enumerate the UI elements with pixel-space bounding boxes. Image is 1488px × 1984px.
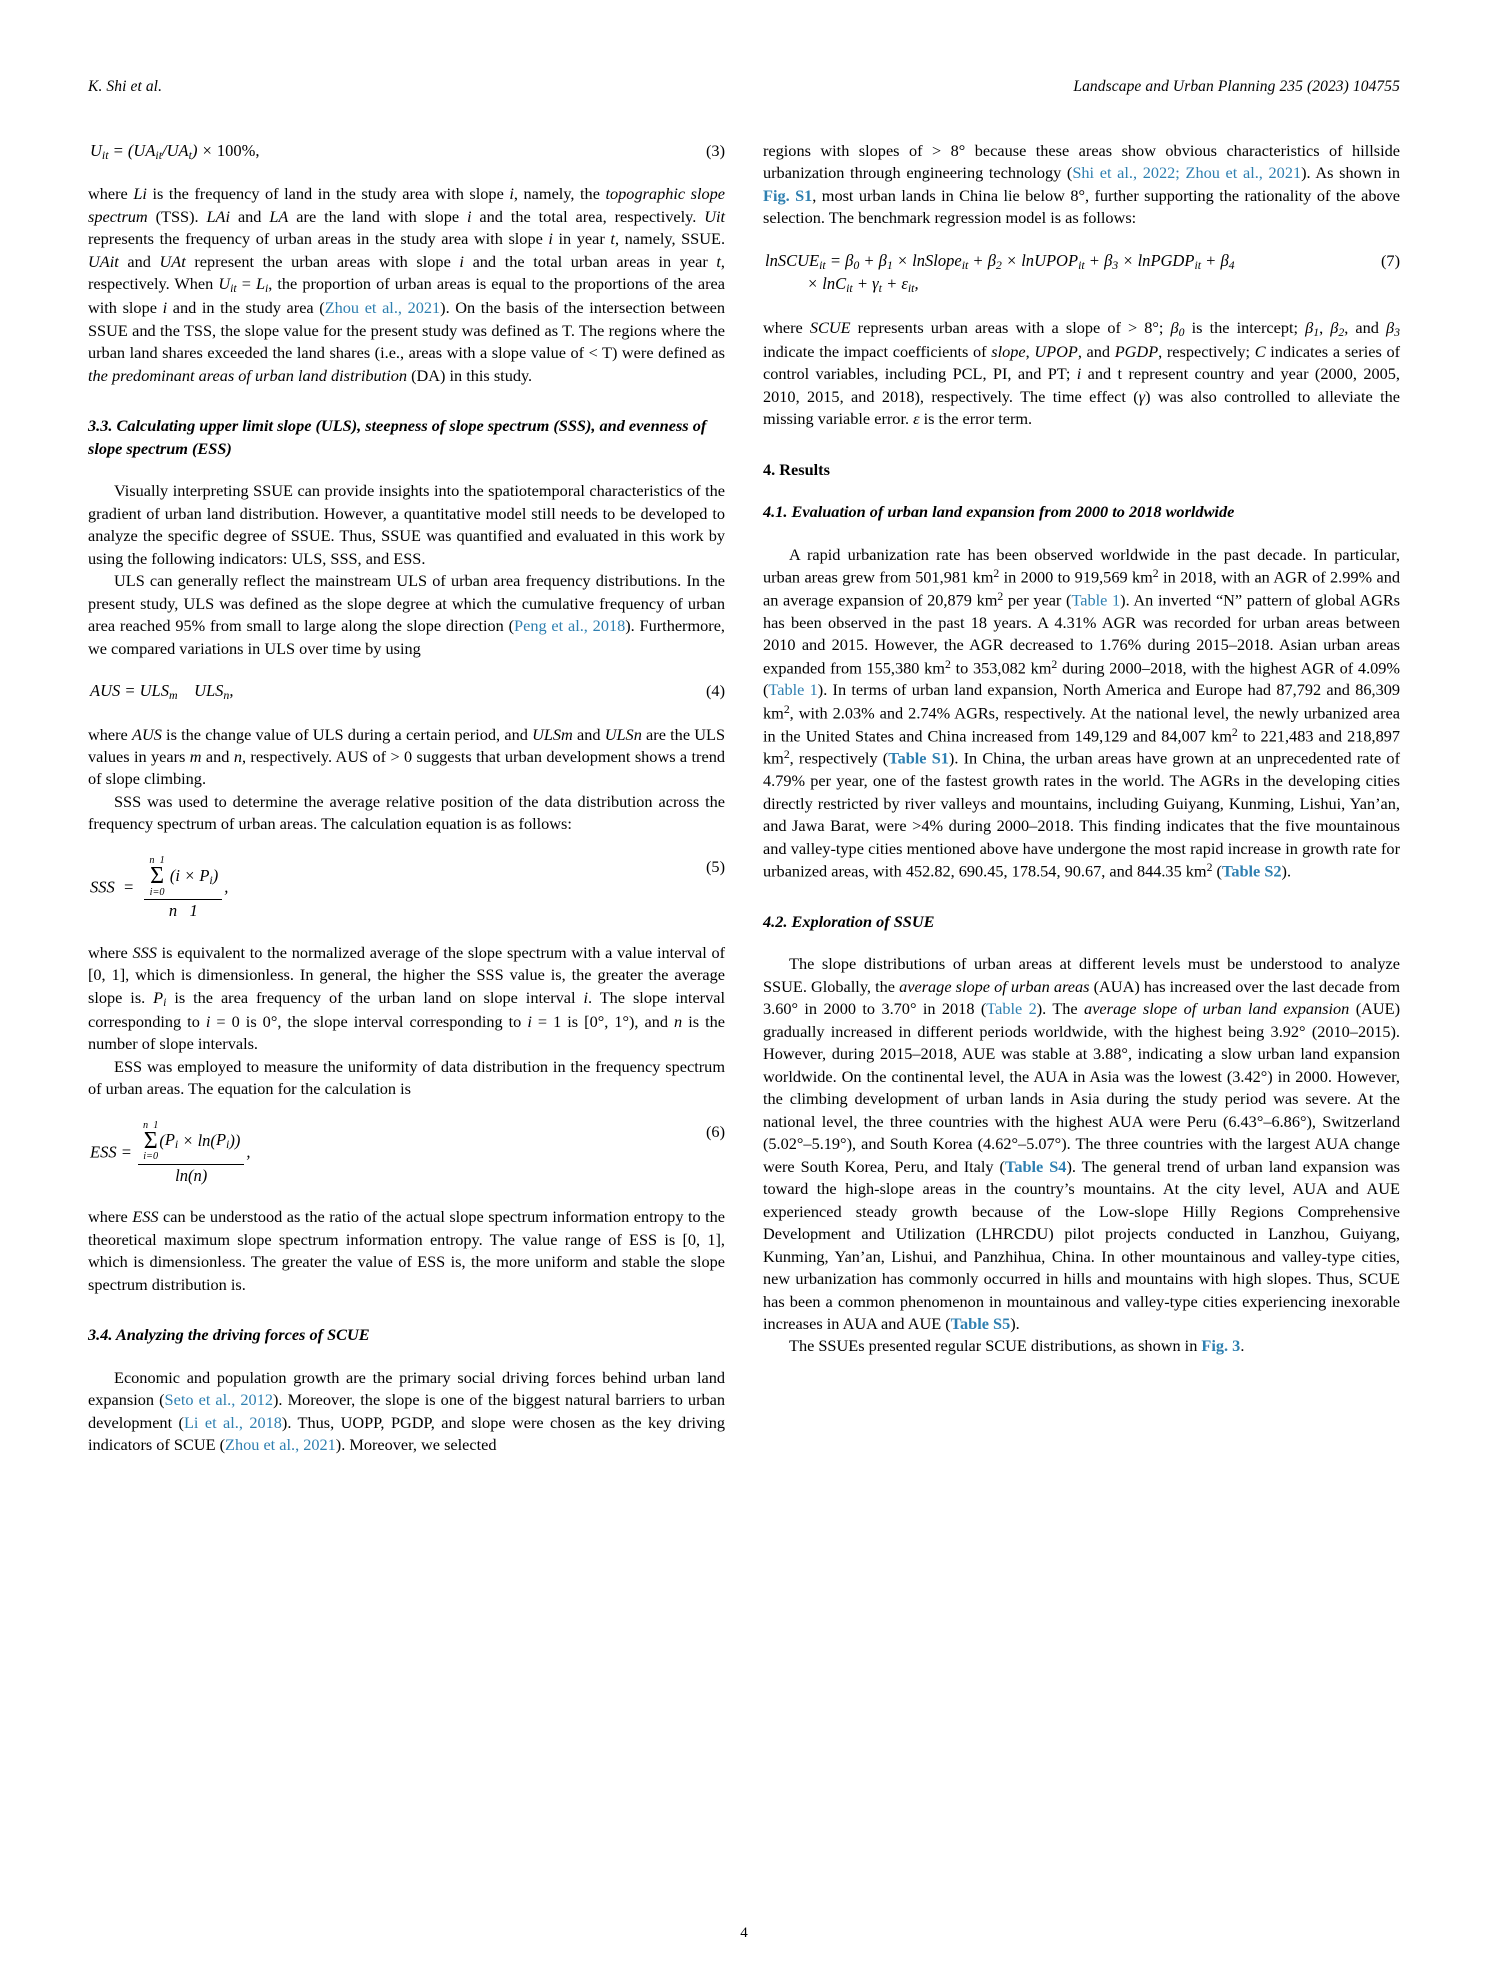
equation-6-number: (6) [706, 1121, 725, 1141]
heading-4-results: 4. Results [763, 459, 830, 479]
paragraph-left-7: ESS was employed to measure the uniformity of data distribution in the frequency spectrum of urban areas. The equation for the calculation is [88, 1056, 725, 1099]
equation-7 [763, 250, 1400, 297]
paragraph-left-5: SSS was used to determine the average relative position of the data distribution across the frequency spectrum of urban areas. The calculation equation is as follows: [88, 791, 725, 834]
heading-4-1: 4.1. Evaluation of urban land expansion from 2000 to 2018 worldwide [763, 502, 1235, 522]
equation-5-number: (5) [706, 856, 725, 876]
running-head-journal: Landscape and Urban Planning 235 (2023) 104755 [1073, 78, 1400, 95]
paragraph-right-3: A rapid urbanization rate has been observed worldwide in the past decade. In particular, urban areas grew from 501,981 $km^2$ in 2000 to 919,569 $km^2$ in 2018, with an AGR of 2.99% and an average expansion of 20,879 $km^2$ per year (Table 1). An inverted “N” pattern of global AGRs has been observed in the past 18 years. A 4.31% AGR was recorded for urban areas between 2010 and 2015. However, the AGR decreased to 1.76% during 2015–2018. Asian urban areas expanded from 155,380 $km^2$ to 353,082 $km^2$ during 2000–2018, with the highest AGR of 4.09% (Table 1). In terms of urban land expansion, North America and Europe had 87,792 and 86,309 $km^2$, with 2.03% and 2.74% AGRs, respectively. At the national level, the newly urbanized area in the United States and China increased from 149,129 and 84,007 $km^2$ to 221,483 and 218,897 $km^2$, respectively (Table S1). In China, the urban areas have grown at an unprecedented rate of 4.79% per year, one of the fastest growth rates in the world. The AGRs in the developing cities directly restricted by river valleys and mountains, including Guiyang, Kunming, Lishui, Yan’an, and Jawa Barat, were >4% during 2000–2018. This finding indicates that the five mountainous and valley-type cities mentioned above have undergone the most rapid increase in growth rate for urbanized areas, with 452.82, 690.45, 178.54, 90.67, and 844.35 $km^2$ (Table S2). [763, 544, 1401, 881]
equation-5-body: SSS = n 1 Σ i=0 $(i \times P_i)$ n 1 , [90, 854, 229, 920]
right-column [763, 140, 1400, 1358]
heading-3-3: 3.3. Calculating upper limit slope (ULS), steepness of slope spectrum (SSS), and evenness of slope spectrum (ESS) [88, 416, 707, 458]
paragraph-left-1: where Li is the frequency of land in the study area with slope i, namely, the topographic slope spectrum (TSS). LAi and LA are the land with slope i and the total area, respectively. Uit represents the frequency of urban areas in the study area with slope i in year t, namely, SSUE. UAit and UAt represent the urban areas with slope i and the total urban areas in year t, respectively. When $U_{it} = L_i$, the proportion of urban areas is equal to the proportions of the area with slope i and in the study area (Zhou et al., 2021). On the basis of the intersection between SSUE and the TSS, the slope value for the present study was defined as T. The regions where the urban land shares exceeded the land shares (i.e., areas with a slope value of < T) were defined as the predominant areas of urban land distribution (DA) in this study. [88, 184, 726, 385]
heading-4-2: 4.2. Exploration of SSUE [763, 911, 935, 931]
equation-5 [88, 856, 725, 922]
equation-4-body: AUS = $ULS_m$ $ULS_n$, [90, 681, 234, 703]
running-head [88, 78, 1400, 96]
paragraph-right-5: The SSUEs presented regular SCUE distributions, as shown in Fig. 3. [789, 1336, 1245, 1356]
left-column [88, 140, 725, 1457]
equation-6-body: ESS = n 1 Σ i=0 $(P_i \times \ln(P_i))$ ln(n) , [90, 1119, 251, 1185]
paragraph-left-8: where ESS can be understood as the ratio of the actual slope spectrum information entropy to the theoretical maximum slope spectrum information entropy. The value range of ESS is [0, 1], which is dimensionless. The greater the value of ESS is, the more uniform and stable the slope spectrum distribution is. [88, 1207, 725, 1294]
paragraph-left-9: Economic and population growth are the primary social driving forces behind urban land expansion (Seto et al., 2012). Moreover, the slope is one of the biggest natural barriers to urban development (Li et al., 2018). Thus, UOPP, PGDP, and slope were chosen as the key driving indicators of SCUE (Zhou et al., 2021). Moreover, we selected [88, 1367, 726, 1455]
equation-3-number: (3) [706, 141, 725, 160]
heading-3-4: 3.4. Analyzing the driving forces of SCUE [88, 1325, 370, 1345]
equation-7-number: (7) [1381, 250, 1400, 270]
page-number: 4 [740, 1925, 748, 1941]
equation-7-body: lnSCUE$_{it}$ = $\beta_0 + \beta_1$ × lnSlope$_{it}$ + $\beta_2$ × lnUPOP$_{it}$ + $\beta_3$ × lnPGDP$_{it}$ + $\beta_4$ × $\ln C_{it} + \gamma_t + \varepsilon_{it}$, [765, 250, 1235, 296]
paragraph-left-6: where SSS is equivalent to the normalized average of the slope spectrum with a value interval of [0, 1], which is dimensionless. In general, the higher the SSS value is, the greater the average slope is. $P_i$ is the area frequency of the urban land on slope interval i. The slope interval corresponding to i = 0 is 0°, the slope interval corresponding to i = 1 is [0°, 1°), and n is the number of slope intervals. [88, 942, 726, 1054]
equation-3-body: $U_{it} = (UA_{it}/UA_t) \times 100\%$, [90, 141, 260, 162]
paragraph-right-4: The slope distributions of urban areas at different levels must be understood to analyze SSUE. Globally, the average slope of urban areas (AUA) has increased over the last decade from 3.60° in 2000 to 3.70° in 2018 (Table 2). The average slope of urban land expansion (AUE) gradually increased in different periods worldwide, with the highest being 3.92° (2010–2015). However, during 2015–2018, AUE was stable at 3.88°, indicating a slow urban land expansion worldwide. On the continental level, the AUA in Asia was the lowest (3.42°) in 2000. However, the climbing development of urban lands in Asia during the study period was severe. At the national level, the three countries with the highest AUA were Peru (6.43°–6.86°), Switzerland (5.02°–5.19°), and South Korea (4.62°–5.07°). The three countries with the largest AUA change were South Korea, Peru, and Italy (Table S4). The general trend of urban land expansion was toward the high-slope areas in the country’s mountains. At the city level, AUA and AUE experienced steady growth because of the Low-slope Hilly Regions Comprehensive Development and Utilization (LHRCDU) pilot projects conducted in Lanzhou, Guiyang, Kunming, Yan’an, Lishui, and Panzhihua, China. In other mountainous and valley-type cities, new urbanization has commonly occurred in hills and mountains with high slopes. Thus, SCUE has been a common phenomenon in mountainous and valley-type cities experiencing inexorable increases in AUA and AUE (Table S5). [763, 954, 1401, 1333]
paragraph-right-1: regions with slopes of > 8° because these areas show obvious characteristics of hillside urbanization through engineering technology (Shi et al., 2022; Zhou et al., 2021). As shown in Fig. S1, most urban lands in China lie below 8°, further supporting the rationality of the above selection. The benchmark regression model is as follows: [763, 141, 1401, 228]
paragraph-right-2: where SCUE represents urban areas with a slope of > 8°; $\beta_0$ is the intercept; $\beta_1$, $\beta_2$, and $\beta_3$ indicate the impact coefficients of slope, UPOP, and PGDP, respectively; C indicates a series of control variables, including PCL, PI, and PT; i and t represent country and year (2000, 2005, 2010, 2015, and 2018), respectively. The time effect (γ) was also controlled to alleviate the missing variable error. ε is the error term. [763, 317, 1401, 429]
paragraph-left-2: Visually interpreting SSUE can provide insights into the spatiotemporal characteristics of the gradient of urban land distribution. However, a quantitative model still needs to be developed to analyze the specific degree of SSUE. Thus, SSUE was quantified and evaluated in this work by using the following indicators: ULS, SSS, and ESS. [88, 481, 725, 568]
equation-4-number: (4) [706, 681, 725, 701]
equation-6 [88, 1121, 725, 1187]
equation-3 [88, 140, 725, 163]
equation-4 [88, 680, 725, 703]
paragraph-left-4: where AUS is the change value of ULS during a certain period, and ULSm and ULSn are the ULS values in years m and n, respectively. AUS of > 0 suggests that urban development shows a trend of slope climbing. [88, 724, 726, 789]
paragraph-left-3: ULS can generally reflect the mainstream ULS of urban area frequency distributions. In the present study, ULS was defined as the slope degree at which the cumulative frequency of urban area reached 95% from small to large along the slope direction (Peng et al., 2018). Furthermore, we compared variations in ULS over time by using [88, 571, 726, 658]
two-column-body [88, 140, 1400, 1457]
running-head-authors: K. Shi et al. [88, 78, 163, 95]
